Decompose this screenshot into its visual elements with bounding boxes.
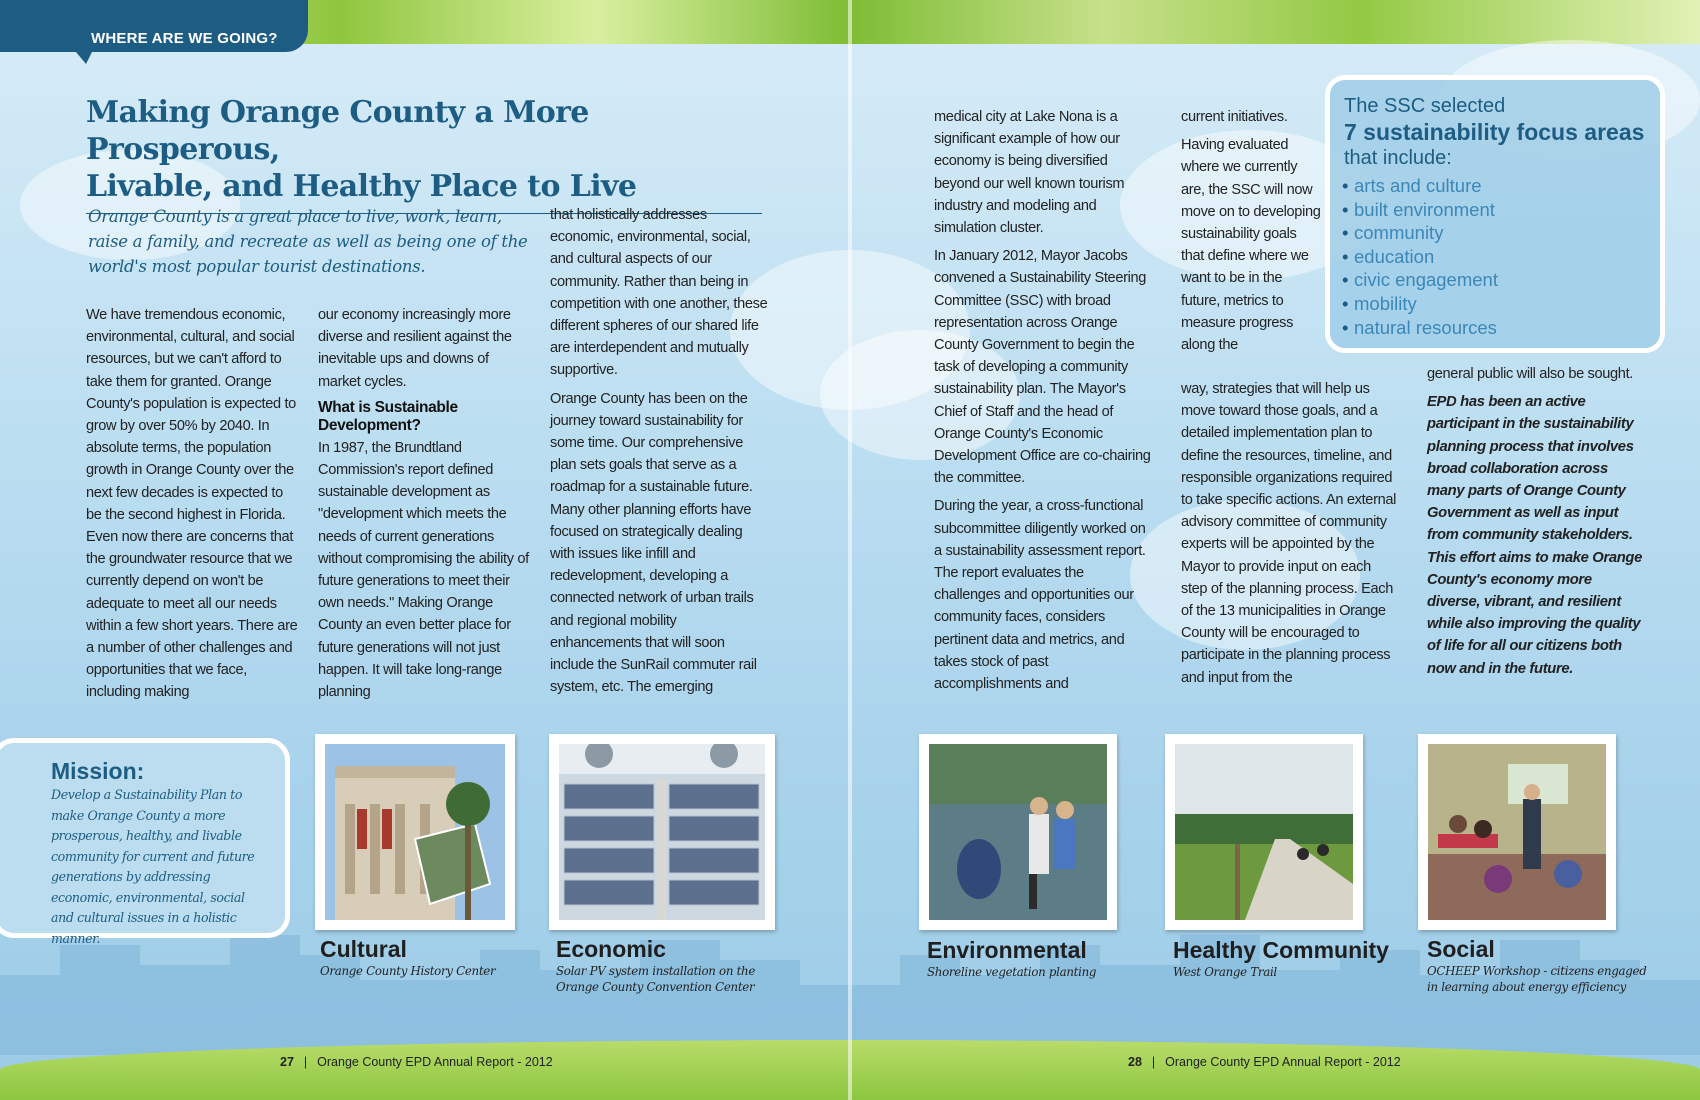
photo-title: Cultural [320,936,407,962]
body-paragraph: During the year, a cross-functional subcommittee diligently worked on a sustainability assessment report. The report evaluates the challenges and opportunities our community faces, considers pertinent data and metrics, and takes stock of past accomplishments and [934,498,1146,693]
focus-item: • arts and culture [1344,174,1646,198]
text-column-5a [1181,106,1321,362]
solar-panels-photo-icon [559,744,765,920]
text-column-3 [550,204,768,704]
mission-text: Develop a Sustainability Plan to make Orange County a more prosperous, healthy, and livable community for current and future generations by addressing economic, environmental, social and cultural issues in a holistic manner. [51,787,255,946]
body-paragraph: Having evaluated where we currently are, the SSC will now move on to developing sustainability goals that define where we want to be in the future, metrics to measure progress along the [1181,137,1321,354]
title-line-2: Livable, and Healthy Place to Live [86,169,637,204]
focus-areas-box [1325,75,1665,353]
body-paragraph: way, strategies that will help us move toward those goals, and a detailed implementation plan to define the resources, timeline, and responsible organizations required to take specific actions. An external advisory committee of community experts will be appointed by the Mayor to provide input on each step of the planning process. Each of the 13 municipalities in Orange County will be encouraged to participate in the planning process and input from the [1181,381,1396,686]
page-title [86,94,762,214]
focus-item: • mobility [1344,292,1646,316]
focus-item: • community [1344,221,1646,245]
focus-item: • built environment [1344,198,1646,222]
footer-right [1128,1055,1401,1069]
text-column-5b [1181,378,1399,695]
photo-cultural [315,734,515,930]
footer-separator: | [1151,1055,1156,1069]
footer-left [280,1055,553,1069]
focus-item: • education [1344,245,1646,269]
photo-environmental [919,734,1117,930]
title-line-1: Making Orange County a More Prosperous, [86,95,589,167]
section-label: WHERE ARE WE GOING? [91,30,278,47]
building-photo-icon [325,744,505,920]
page-spine [848,0,852,1100]
mission-heading: Mission: [51,758,145,784]
photo-title: Environmental [927,937,1087,963]
body-paragraph: Orange County has been on the journey toward sustainability for some time. Our comprehensive plan sets goals that serve as a roadmap for a sustainable future. Many other planning efforts have focused on strategically dealing with issues like infill and redevelopment, developing a connected network of urban trails and regional mobility enhancements that will soon include the SunRail commuter rail system, etc. The emerging [550,390,757,696]
footer-text: Orange County EPD Annual Report - 2012 [317,1055,553,1069]
mission-box [0,738,290,946]
photo-economic [549,734,775,930]
photo-title: Healthy Community [1173,937,1389,963]
focus-item: • natural resources [1344,316,1646,340]
body-paragraph: We have tremendous economic, environmental, cultural, and social resources, but we can't afford to take them for granted. Orange County's population is expected to grow by over 50% by 2040. In absolute terms, the population growth in Orange County over the next few decades is expected to be the second highest in Florida. Even now there are concerns that the groundwater resource that we currently depend on won't be adequate to meet all our needs within a few short years. There are a number of other challenges and opportunities that we face, including making [86,307,298,701]
text-column-4 [934,106,1152,701]
shoreline-photo-icon [929,744,1107,920]
focus-intro-end: that include: [1344,147,1452,169]
focus-item: • civic engagement [1344,268,1646,292]
body-paragraph: our economy increasingly more diverse and resilient against the inevitable ups and downs of market cycles. [318,307,512,390]
page-number: 27 [280,1055,294,1069]
photo-caption: OCHEEP Workshop - citizens engaged in learning about energy efficiency [1427,964,1647,994]
text-column-1 [86,304,300,710]
focus-headline: 7 sustainability focus areas [1344,119,1645,145]
trail-photo-icon [1175,744,1353,920]
epd-highlight-paragraph: EPD has been an active participant in the sustainability planning process that involves broad collaboration across many parts of Orange County Government as well as input from community stakeholders. This effort aims to make Orange County's economy more diverse, vibrant, and resilient while also improving the quality of life for all our citizens both now and in the future. [1427,394,1643,677]
section-tab [0,0,308,52]
photo-social [1418,734,1616,930]
photo-title: Social [1427,936,1495,962]
photo-healthy-community [1165,734,1363,930]
photo-caption: Solar PV system installation on the Orange County Convention Center [556,964,756,994]
photo-caption: Orange County History Center [320,964,496,978]
text-column-6 [1427,363,1645,686]
page-number: 28 [1128,1055,1142,1069]
lead-paragraph: Orange County is a great place to live, work, learn, raise a family, and recreate as well as being one of the world's most popular tourist destinations. [88,207,528,276]
text-column-2 [318,304,530,709]
body-paragraph: that holistically addresses economic, environmental, social, and cultural aspects of our community. Rather than being in competition with one another, these different spheres of our shared life are interdependent and mutually supportive. [550,207,768,379]
body-paragraph: In 1987, the Brundtland Commission's report defined sustainable development as "development which meets the needs of current generations without compromising the ability of future generations to meet their own needs." Making Orange County an even better place for future generations will not just happen. It will take long-range planning [318,439,529,701]
photo-caption: Shoreline vegetation planting [927,965,1097,979]
photo-caption: West Orange Trail [1173,965,1277,979]
body-paragraph: general public will also be sought. [1427,366,1633,382]
section-heading: What is Sustainable Development? [318,398,458,434]
workshop-photo-icon [1428,744,1606,920]
body-paragraph: medical city at Lake Nona is a significant example of how our economy is being diversified beyond our well known tourism industry and modeling and simulation cluster. [934,109,1125,237]
focus-list [1344,174,1646,339]
body-paragraph: In January 2012, Mayor Jacobs convened a Sustainability Steering Committee (SSC) with broad representation across Orange County Government to begin the task of developing a community sustainability plan. The Mayor's Chief of Staff and the head of Orange County's Economic Development Office are co-chairing the committee. [934,248,1151,487]
footer-separator: | [303,1055,308,1069]
body-paragraph: current initiatives. [1181,109,1288,125]
photo-title: Economic [556,936,666,962]
focus-intro: The SSC selected [1344,95,1506,117]
footer-text: Orange County EPD Annual Report - 2012 [1165,1055,1401,1069]
